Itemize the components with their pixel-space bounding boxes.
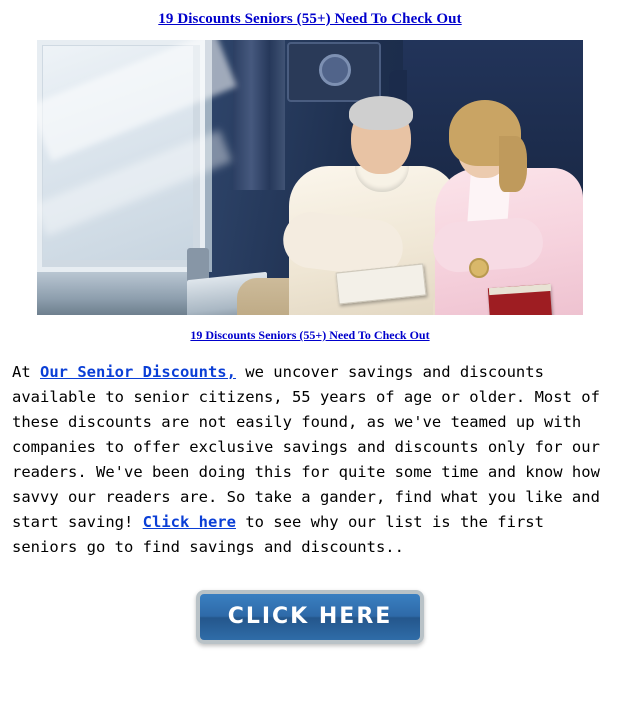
body-text-part2: we uncover savings and discounts available to senior citizens, 55 years of age or older. Most of these discounts are not easily found, as we've teamed up with companies to offer exclusive savings and discounts only for our readers. We've been doing this for quite some time and know how savvy our readers are. So take a gander, find what you like and start saving! — [12, 363, 600, 531]
click-here-inline-link[interactable]: Click here — [142, 513, 236, 531]
body-paragraph — [12, 360, 608, 560]
window-curtain — [233, 40, 285, 190]
overhead-dial-icon — [319, 54, 351, 86]
train-window-glass — [43, 46, 193, 260]
wristwatch-icon — [469, 258, 489, 278]
our-senior-discounts-link[interactable]: Our Senior Discounts, — [40, 363, 236, 381]
headline-container — [0, 0, 620, 28]
body-text-part1: At — [12, 363, 40, 381]
image-caption-link[interactable]: 19 Discounts Seniors (55+) Need To Check Out — [190, 328, 430, 342]
headline-link[interactable]: 19 Discounts Seniors (55+) Need To Check Out — [158, 11, 462, 27]
cta-container — [0, 590, 620, 644]
body-text-part3: to see why our list is the first seniors go to find savings and discounts.. — [12, 513, 544, 556]
hero-image-illustration — [37, 40, 583, 315]
woman-hair-strand — [499, 136, 527, 192]
click-here-button[interactable]: CLICK HERE — [196, 590, 424, 644]
window-sill — [37, 272, 209, 315]
image-caption-container — [0, 326, 620, 344]
man-hair — [349, 96, 413, 130]
hero-image[interactable] — [37, 40, 583, 315]
train-window-frame — [37, 40, 212, 272]
